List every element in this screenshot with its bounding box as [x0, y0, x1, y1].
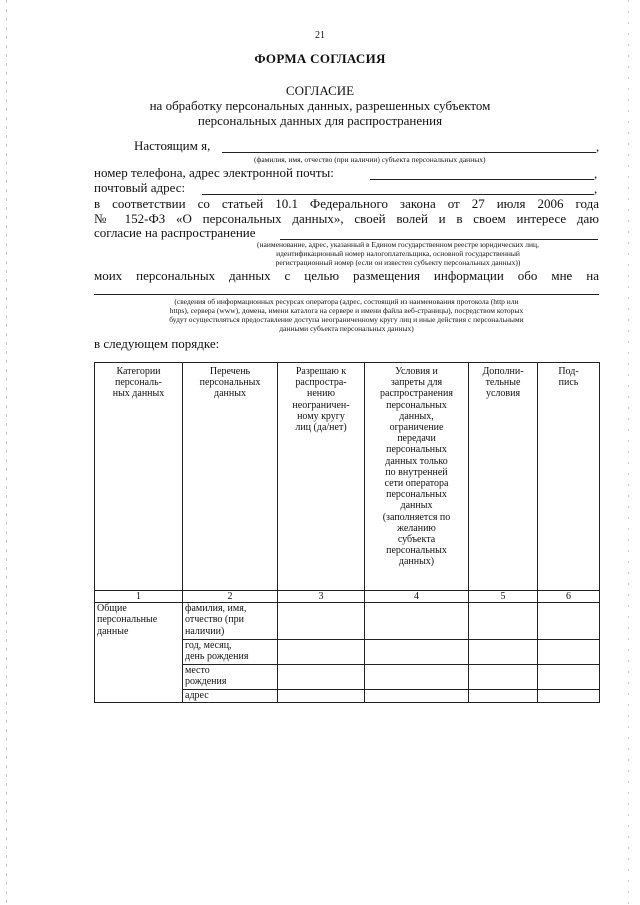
header-line: пись: [558, 377, 579, 389]
header-line: по внутренней: [385, 466, 448, 478]
permit-cell[interactable]: [278, 640, 365, 665]
conditions-cell[interactable]: [365, 690, 469, 703]
postal-address-line[interactable]: [202, 194, 594, 195]
category-cell: [95, 603, 183, 703]
header-line: Категории: [116, 366, 161, 377]
additional-cell[interactable]: [469, 603, 538, 640]
item-line: рождения: [185, 676, 227, 688]
conditions-cell[interactable]: [365, 640, 469, 665]
header-line: субъекта: [397, 534, 436, 546]
category-line-2: персональные: [97, 614, 158, 626]
phone-email-label: номер телефона, адрес электронной почты:: [94, 165, 334, 180]
resources-caption-2: https), сервера (www), домена, имени каталога на сервере и имени файла веб-страницы), посредством которых: [169, 306, 524, 315]
header-line: запреты для: [390, 377, 443, 389]
scan-edge-right: [628, 0, 629, 905]
permit-cell[interactable]: [278, 603, 365, 640]
heading-line-2: на обработку персональных данных, разрешенных субъектом: [149, 98, 491, 113]
header-line: Условия и: [395, 366, 438, 377]
operator-caption-2: идентификационный номер налогоплательщика, основной государственный: [276, 249, 520, 258]
header-line: Под-: [558, 366, 579, 377]
conditions-cell[interactable]: [365, 603, 469, 640]
header-line: нению: [307, 388, 335, 400]
col-number-5: 5: [469, 591, 538, 603]
header-permit: [278, 363, 365, 591]
item-address: [183, 690, 278, 703]
header-additional: [469, 363, 538, 591]
postal-comma: ,: [594, 181, 598, 196]
table-header-row: [95, 363, 600, 591]
additional-cell[interactable]: [469, 690, 538, 703]
header-line: Разрешаю к: [295, 366, 347, 377]
item-line: день рождения: [185, 651, 249, 663]
header-line: распространения: [380, 388, 453, 400]
header-line: персональных: [386, 399, 447, 411]
conditions-cell[interactable]: [365, 665, 469, 690]
header-list: [183, 363, 278, 591]
item-birth-date: [183, 640, 278, 665]
header-line: ных данных: [112, 388, 165, 400]
signature-cell[interactable]: [538, 640, 600, 665]
header-line: данных): [398, 556, 435, 568]
page-number: 21: [315, 30, 325, 41]
col-number-1: 1: [95, 591, 183, 603]
header-line: персональных: [386, 489, 447, 501]
header-line: ному кругу: [297, 410, 345, 422]
full-name-comma: ,: [596, 139, 600, 154]
header-line: данных: [214, 388, 246, 400]
resources-caption-1: (сведения об информационных ресурсах оператора (адрес, состоящий из наименования протокола (http или: [174, 297, 519, 306]
signature-cell[interactable]: [538, 690, 600, 703]
category-line-3: данные: [97, 625, 129, 637]
resources-caption-3: будут осуществляться предоставление доступа неограниченному кругу лиц и иные действия с персональными: [169, 315, 524, 324]
header-line: неограничен-: [292, 399, 350, 411]
header-line: условия: [485, 388, 521, 400]
operator-caption-3: регистрационный номер (если он известен субъекту персональных данных)): [275, 258, 521, 267]
header-line: персональных: [386, 444, 447, 456]
header-line: Дополни-: [482, 366, 524, 377]
full-name-caption: (фамилия, имя, отчество (при наличии) субъекта персональных данных): [254, 155, 486, 164]
scan-edge-left: [6, 0, 7, 905]
category-line-1: Общие: [97, 603, 127, 615]
header-line: данных только: [385, 455, 448, 467]
resources-line[interactable]: [94, 294, 599, 295]
permit-cell[interactable]: [278, 665, 365, 690]
heading-line-3: персональных данных для распространения: [197, 113, 443, 128]
phone-email-comma: ,: [594, 166, 598, 181]
header-categories: [95, 363, 183, 591]
header-line: ограничение: [389, 422, 444, 434]
header-line: распростра-: [295, 377, 347, 389]
header-line: передачи: [397, 433, 436, 445]
col-number-2: 2: [183, 591, 278, 603]
form-title: ФОРМА СОГЛАСИЯ: [254, 51, 386, 66]
paragraph-line-4: моих персональных данных с целью размещения информации обо мне на: [94, 268, 599, 283]
header-conditions: [365, 363, 469, 591]
paragraph-line-2: № 152-ФЗ «О персональных данных», своей волей и в своем интересе даю: [94, 211, 599, 226]
paragraph-line-1: в соответствии со статьей 10.1 Федерального закона от 27 июля 2006 года: [94, 196, 599, 211]
item-line: фамилия, имя,: [185, 603, 247, 615]
item-line: наличии): [185, 625, 225, 637]
postal-label: почтовый адрес:: [94, 180, 186, 195]
order-label: в следующем порядке:: [94, 336, 220, 351]
header-line: данных: [400, 500, 433, 512]
distribution-consent-label: согласие на распространение: [94, 225, 256, 240]
col-number-3: 3: [278, 591, 365, 603]
header-line: желанию: [397, 522, 436, 534]
table-number-row: [95, 591, 600, 603]
signature-cell[interactable]: [538, 603, 600, 640]
item-full-name: [183, 603, 278, 640]
item-line: место: [185, 665, 210, 677]
additional-cell[interactable]: [469, 640, 538, 665]
item-line: отчество (при: [185, 614, 244, 626]
header-line: (заполняется по: [382, 511, 451, 523]
col-number-4: 4: [365, 591, 469, 603]
header-line: сети оператора: [384, 478, 449, 490]
header-line: лиц (да/нет): [295, 422, 347, 434]
item-line: год, месяц,: [185, 640, 232, 652]
additional-cell[interactable]: [469, 665, 538, 690]
header-line: тельные: [485, 377, 521, 389]
signature-cell[interactable]: [538, 665, 600, 690]
table-row: [95, 603, 600, 640]
col-number-6: 6: [538, 591, 600, 603]
phone-email-line[interactable]: [370, 179, 594, 180]
header-line: персональ-: [115, 377, 162, 389]
header-line: Перечень: [209, 366, 251, 377]
consent-table: [94, 362, 600, 703]
heading-line-1: СОГЛАСИЕ: [285, 83, 355, 98]
header-line: данных,: [399, 410, 434, 422]
header-signature: [538, 363, 600, 591]
full-name-line[interactable]: [222, 152, 596, 153]
header-line: персональных: [386, 545, 447, 557]
header-line: персональных: [199, 377, 261, 389]
item-birth-place: [183, 665, 278, 690]
resources-caption-4: данными субъекта персональных данных): [279, 324, 414, 333]
iam-label: Настоящим я,: [134, 138, 211, 153]
item-line: адрес: [185, 690, 209, 702]
permit-cell[interactable]: [278, 690, 365, 703]
operator-caption-1: (наименование, адрес, указанный в Едином государственном реестре юридических лиц,: [257, 240, 539, 249]
